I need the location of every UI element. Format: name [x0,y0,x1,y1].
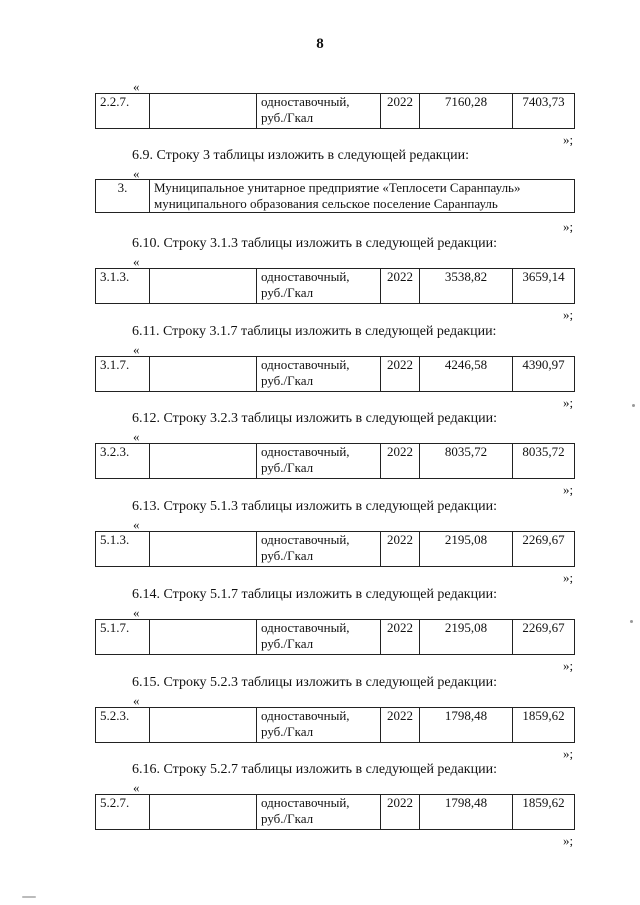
year-cell: 2022 [381,619,420,654]
empty-cell [150,532,257,567]
year-cell: 2022 [381,94,420,129]
row-number: 3.1.7. [96,356,150,391]
organization-name: Муниципальное унитарное предприятие «Теплосети Саранпауль» муниципального образования сельское поселение Саранпауль [150,180,575,213]
quote-close: »; [563,394,574,410]
value-cell-2: 2269,67 [513,532,575,567]
value-cell-2: 4390,97 [513,356,575,391]
value-cell-2: 8035,72 [513,444,575,479]
tariff-table-row [95,794,575,830]
quote-open: « [133,341,140,357]
paragraph-heading: 6.14. Строку 5.1.7 таблицы изложить в следующей редакции: [132,586,497,602]
value-cell-1: 1798,48 [420,795,513,830]
quote-close: »; [563,307,574,322]
tariff-table-row [95,356,575,392]
quote-open: « [133,254,140,269]
empty-cell [150,94,257,129]
row-number: 5.1.3. [96,532,150,567]
quote-open: « [133,692,140,708]
organization-table-row [95,179,575,213]
value-cell-2: 3659,14 [513,269,575,304]
tariff-table-row [95,443,575,479]
tariff-table-row [95,707,575,743]
tariff-table-row [95,531,575,567]
value-cell-1: 8035,72 [420,444,513,479]
quote-open: « [133,780,140,796]
tariff-table-row [95,619,575,655]
quote-close: »; [563,570,574,586]
paragraph-heading: 6.13. Строку 5.1.3 таблицы изложить в следующей редакции: [132,499,497,515]
unit-cell: одноставочный, руб./Гкал [257,532,381,567]
value-cell-2: 2269,67 [513,619,575,654]
row-number: 5.1.7. [96,619,150,654]
empty-cell [150,707,257,742]
year-cell: 2022 [381,269,420,304]
unit-cell: одноставочный, руб./Гкал [257,619,381,654]
year-cell: 2022 [381,356,420,391]
year-cell: 2022 [381,532,420,567]
quote-close: »; [563,745,574,761]
quote-open: « [133,517,140,533]
page-number: 8 [316,36,324,52]
row-number: 3.2.3. [96,444,150,479]
row-number: 2.2.7. [96,94,150,129]
paragraph-heading: 6.11. Строку 3.1.7 таблицы изложить в следующей редакции: [132,323,497,339]
empty-cell [150,795,257,830]
value-cell-1: 3538,82 [420,269,513,304]
unit-cell: одноставочный, руб./Гкал [257,795,381,830]
quote-close: »; [563,219,574,234]
quote-open: « [133,604,140,620]
scan-speck [632,404,635,407]
row-number: 3. [96,180,150,213]
unit-cell: одноставочный, руб./Гкал [257,707,381,742]
unit-cell: одноставочный, руб./Гкал [257,356,381,391]
year-cell: 2022 [381,707,420,742]
quote-open: « [133,429,140,445]
scan-speck [630,620,633,623]
paragraph-heading: 6.12. Строку 3.2.3 таблицы изложить в следующей редакции: [132,411,497,427]
empty-cell [150,356,257,391]
value-cell-2: 1859,62 [513,707,575,742]
paragraph-heading: 6.9. Строку 3 таблицы изложить в следующей редакции: [132,148,469,163]
value-cell-2: 1859,62 [513,795,575,830]
row-number: 5.2.3. [96,707,150,742]
value-cell-2: 7403,73 [513,94,575,129]
quote-open: « [133,79,140,94]
year-cell: 2022 [381,444,420,479]
unit-cell: одноставочный, руб./Гкал [257,444,381,479]
paragraph-heading: 6.15. Строку 5.2.3 таблицы изложить в следующей редакции: [132,674,497,690]
row-number: 5.2.7. [96,795,150,830]
empty-cell [150,444,257,479]
unit-cell: одноставочный, руб./Гкал [257,94,381,129]
value-cell-1: 4246,58 [420,356,513,391]
value-cell-1: 2195,08 [420,619,513,654]
tariff-table-row [95,93,575,129]
scan-speck [22,896,36,898]
quote-open: « [133,166,140,181]
year-cell: 2022 [381,795,420,830]
quote-close: »; [563,833,574,849]
paragraph-heading: 6.10. Строку 3.1.3 таблицы изложить в следующей редакции: [132,236,497,251]
value-cell-1: 1798,48 [420,707,513,742]
empty-cell [150,269,257,304]
quote-close: »; [563,657,574,673]
quote-close: »; [563,482,574,498]
tariff-table-row [95,268,575,304]
value-cell-1: 2195,08 [420,532,513,567]
row-number: 3.1.3. [96,269,150,304]
value-cell-1: 7160,28 [420,94,513,129]
paragraph-heading: 6.16. Строку 5.2.7 таблицы изложить в следующей редакции: [132,762,497,778]
unit-cell: одноставочный, руб./Гкал [257,269,381,304]
quote-close: »; [563,132,574,147]
empty-cell [150,619,257,654]
